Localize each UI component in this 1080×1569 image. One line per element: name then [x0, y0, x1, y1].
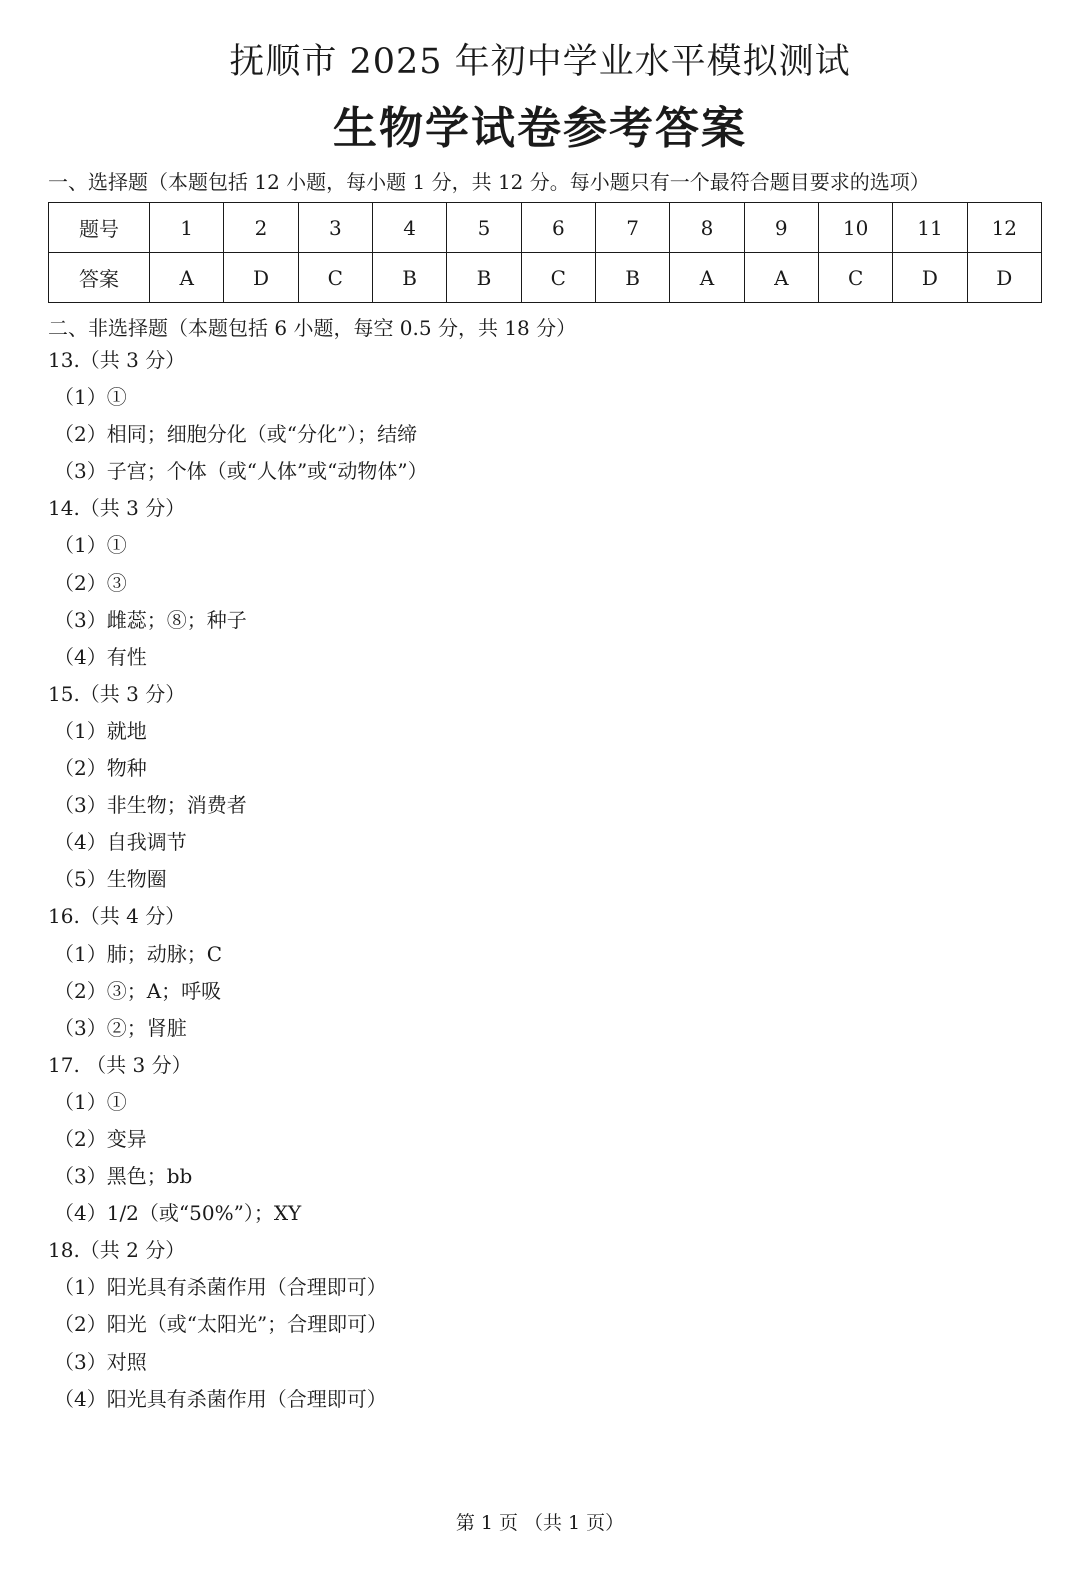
question-header-line: 18.（共 2 分）	[48, 1238, 186, 1263]
sub-answer-line: （2）变异	[54, 1126, 147, 1151]
sub-answer-line: （3）子宫；个体（或“人体”或“动物体”）	[54, 459, 428, 484]
sub-answer-line: （4）阳光具有杀菌作用（合理即可）	[54, 1386, 387, 1411]
question-number-cell: 3	[298, 203, 372, 253]
sub-answer-line: （3）对照	[54, 1349, 147, 1374]
exam-title: 抚顺市 2025 年初中学业水平模拟测试	[229, 42, 851, 82]
table-row-numbers	[49, 203, 1042, 253]
sub-answer-line: （1）就地	[54, 718, 147, 743]
sub-answer-line: （2）物种	[54, 756, 147, 781]
answer-cell: A	[744, 253, 818, 303]
section1-heading: 一、选择题（本题包括 12 小题，每小题 1 分，共 12 分。每小题只有一个最符合题目要求的选项）	[48, 170, 930, 194]
answer-cell: C	[818, 253, 892, 303]
question-number-cell: 11	[893, 203, 967, 253]
question-header-line: 16.（共 4 分）	[48, 904, 186, 929]
question-number-cell: 1	[150, 203, 224, 253]
sub-answer-line: （4）有性	[54, 644, 147, 669]
sub-answer-line: （3）黑色；bb	[54, 1164, 193, 1189]
answer-key-title: 生物学试卷参考答案	[333, 103, 747, 154]
row-label-number: 题号	[49, 203, 150, 253]
question-header-line: 17. （共 3 分）	[48, 1052, 192, 1077]
sub-answer-line: （1）①	[54, 385, 127, 410]
answer-cell: A	[150, 253, 224, 303]
answer-cell: D	[967, 253, 1041, 303]
sub-answer-line: （2）相同；细胞分化（或“分化”）；结缔	[54, 422, 418, 447]
sub-answer-line: （1）肺；动脉；C	[54, 941, 223, 966]
sub-answer-line: （2）③	[54, 570, 127, 595]
choice-answer-table	[48, 202, 1042, 303]
sub-answer-line: （1）①	[54, 533, 127, 558]
sub-answer-line: （2）③；A；呼吸	[54, 978, 222, 1003]
question-header-line: 14.（共 3 分）	[48, 496, 186, 521]
sub-answer-line: （3）②；肾脏	[54, 1015, 187, 1040]
question-header-line: 13.（共 3 分）	[48, 348, 186, 372]
answer-cell: D	[224, 253, 298, 303]
free-response-answers	[48, 342, 1028, 1418]
sub-answer-line: （1）阳光具有杀菌作用（合理即可）	[54, 1275, 387, 1300]
answer-cell: D	[893, 253, 967, 303]
question-number-cell: 8	[670, 203, 744, 253]
row-label-answer: 答案	[49, 253, 150, 303]
sub-answer-line: （3）非生物；消费者	[54, 793, 247, 818]
sub-answer-line: （2）阳光（或“太阳光”；合理即可）	[54, 1312, 388, 1337]
answer-cell: B	[372, 253, 446, 303]
question-number-cell: 9	[744, 203, 818, 253]
question-number-cell: 6	[521, 203, 595, 253]
question-number-cell: 10	[818, 203, 892, 253]
section2-heading: 二、非选择题（本题包括 6 小题，每空 0.5 分，共 18 分）	[48, 316, 577, 340]
answer-cell: A	[670, 253, 744, 303]
answer-cell: C	[298, 253, 372, 303]
question-number-cell: 7	[595, 203, 669, 253]
sub-answer-line: （5）生物圈	[54, 867, 167, 892]
page-footer: 第 1 页 （共 1 页）	[455, 1512, 625, 1534]
question-number-cell: 2	[224, 203, 298, 253]
answer-cell: B	[595, 253, 669, 303]
answer-cell: B	[447, 253, 521, 303]
question-number-cell: 5	[447, 203, 521, 253]
table-row-answers	[49, 253, 1042, 303]
sub-answer-line: （1）①	[54, 1089, 127, 1114]
question-number-cell: 4	[372, 203, 446, 253]
sub-answer-line: （4）1/2（或“50%”）；XY	[54, 1201, 302, 1226]
question-header-line: 15.（共 3 分）	[48, 681, 186, 706]
question-number-cell: 12	[967, 203, 1041, 253]
answer-cell: C	[521, 253, 595, 303]
sub-answer-line: （3）雌蕊；⑧；种子	[54, 607, 247, 632]
sub-answer-line: （4）自我调节	[54, 830, 187, 855]
